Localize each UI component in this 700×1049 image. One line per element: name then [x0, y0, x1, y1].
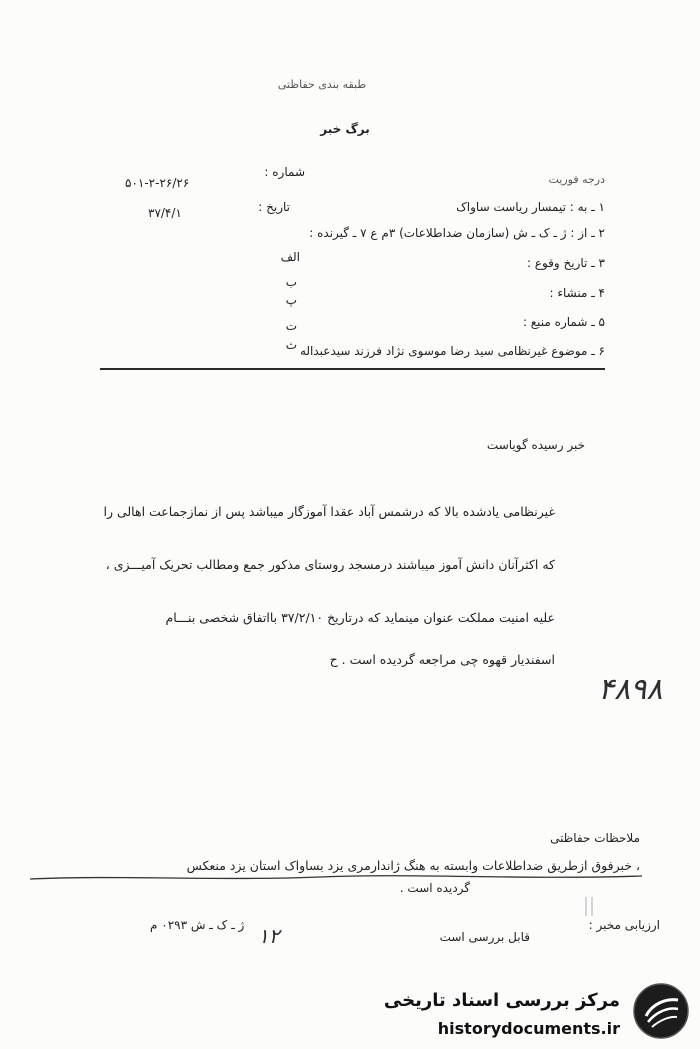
number-label: شماره : [264, 165, 305, 179]
watermark-title: مرکز بررسی اسناد تاریخی [383, 990, 620, 1011]
recipient-item: ث [285, 338, 297, 352]
report-heading: خبر رسیده گویاست [486, 438, 585, 452]
recipient-item: الف [280, 250, 300, 264]
body-line: که اکثرآنان دانش آموز میباشند درمسجد روستای مذکور جمع ومطالب تحریک آمیـــزی ، [105, 557, 555, 572]
page-mark: ۱۲ [258, 924, 280, 948]
evaluation-label: ارزیابی مخبر : [588, 918, 660, 932]
field-subject: ۶ ـ موضوع غیرنظامی سید رضا موسوی نژاد فرزند سیدعبداله [299, 344, 605, 358]
recipient-item: ب [285, 275, 297, 289]
body-line: غیرنظامی یادشده بالا که درشمس آباد عقدا آموزگار میباشد پس از نمازجماعت اهالی را [103, 504, 555, 519]
document-title: برگ خبر [320, 122, 370, 136]
date-value: ۳۷/۴/۱ [148, 206, 182, 220]
field-sender-from: ۲ ـ از : ژ ـ ک ـ ش (سازمان ضداطلاعات) ۳م ع ۷ ـ گیرنده : [309, 226, 605, 240]
watermark-url: historydocuments.ir [437, 1019, 620, 1038]
number-value: ۵۰۱-۲-۲۶/۲۶ [125, 176, 190, 190]
handwritten-number: ۴۸۹۸ [598, 672, 663, 707]
remarks-label: ملاحظات حفاظتی [550, 831, 640, 845]
urgency-label: درجه فوریت [548, 173, 605, 186]
reference-code: ژ ـ ک ـ ش ۰۲۹۳ م [150, 918, 245, 932]
remarks-line: ، خبرفوق ازطریق ضداطلاعات وابسته به هنگ ژاندارمری یزد بساواک استان یزد منعکس [186, 858, 640, 873]
body-line: علیه امنیت مملکت عنوان مینماید که درتاریخ ۳۷/۲/۱۰ بااتفاق شخصی بنـــام [165, 610, 555, 625]
date-label: تاریخ : [258, 200, 290, 214]
recipient-item: ت [285, 319, 297, 333]
archive-logo-icon [632, 982, 690, 1040]
remarks-line: گردیده است . [399, 881, 470, 895]
recipient-item: پ [285, 293, 297, 307]
classification-label: طبقه بندی حفاظتی [277, 78, 367, 91]
field-origin: ۴ ـ منشاء : [549, 286, 605, 300]
field-event-date: ۳ ـ تاریخ وقوع : [526, 256, 605, 270]
body-line: اسفندیار قهوه چی مراجعه گردیده است . ح [329, 652, 555, 667]
field-recipient-to: ۱ ـ به : تیمسار ریاست ساواک [456, 200, 605, 214]
field-source-number: ۵ ـ شماره منبع : [522, 315, 605, 329]
evaluation-value: قابل بررسی است [439, 930, 530, 944]
